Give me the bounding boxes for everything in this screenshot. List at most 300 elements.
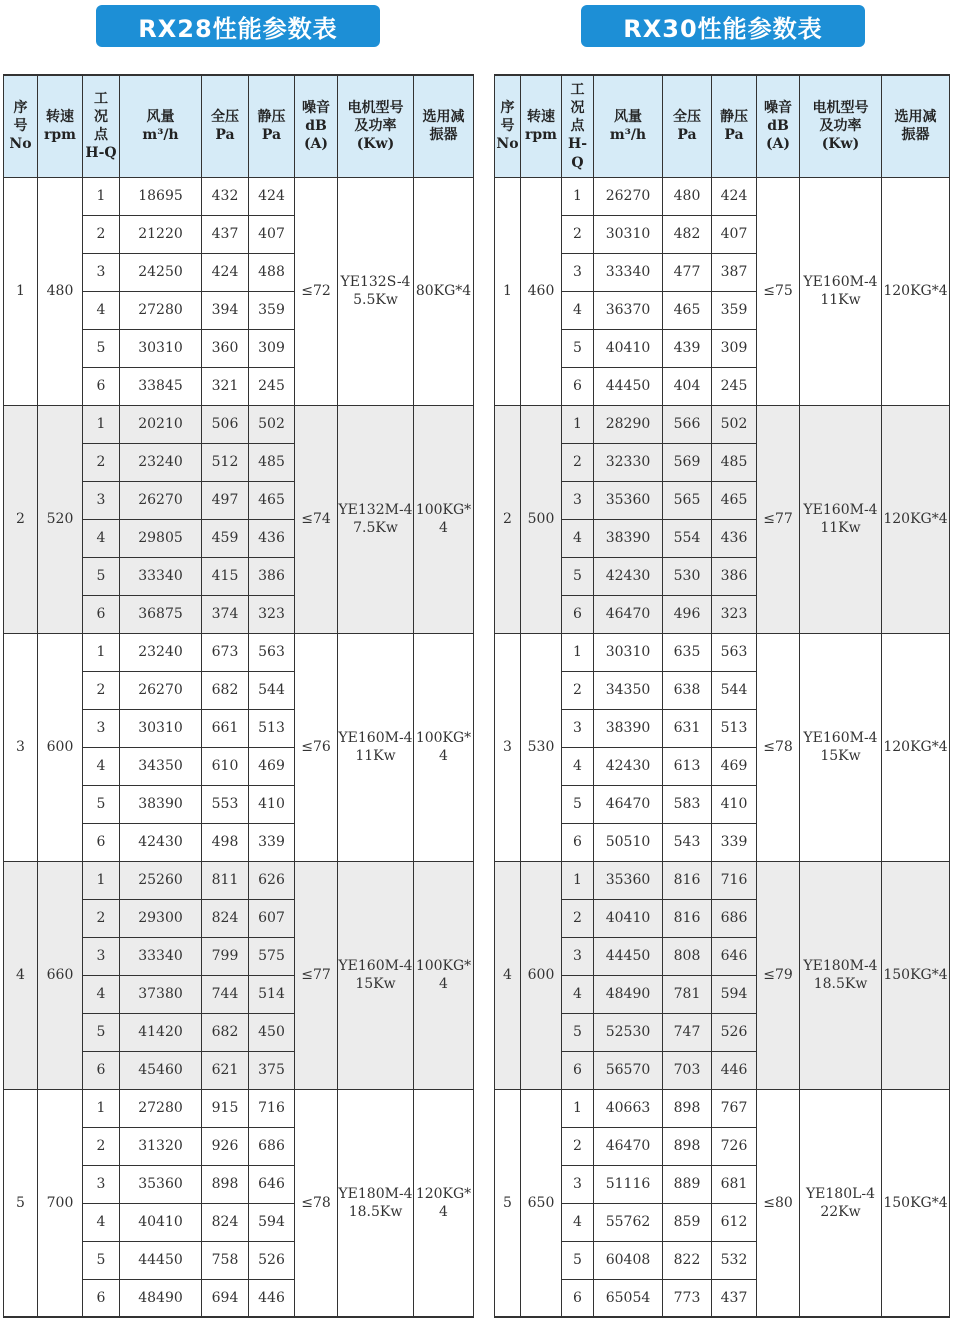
header-static (249, 75, 295, 177)
header-hq-line: 点 (570, 118, 585, 135)
motor-cell (338, 633, 414, 861)
flow-cell: 44450 (120, 1241, 202, 1279)
noise-cell: ≤77 (295, 861, 338, 1089)
flow-cell: 38390 (120, 785, 202, 823)
hq-point-cell: 3 (562, 709, 594, 747)
rpm-cell: 650 (521, 1089, 562, 1317)
flow-cell: 25260 (120, 861, 202, 899)
motor-line: YE180M-4 (803, 957, 878, 974)
hq-point-cell: 1 (562, 177, 594, 215)
static-pressure-cell: 502 (712, 405, 757, 443)
static-pressure-cell: 245 (712, 367, 757, 405)
noise-cell: ≤72 (295, 177, 338, 405)
header-rpm (521, 75, 562, 177)
header-motor-line: 及功率 (819, 118, 862, 135)
total-pressure-cell: 404 (663, 367, 712, 405)
flow-cell: 40410 (120, 1203, 202, 1241)
static-pressure-cell: 469 (249, 747, 295, 785)
motor-cell (338, 177, 414, 405)
hq-point-cell: 6 (562, 1279, 594, 1317)
damper-cell: 100KG*4 (414, 633, 474, 861)
header-flow-line: m³/h (142, 127, 179, 144)
flow-cell: 30310 (120, 709, 202, 747)
hq-point-cell: 1 (83, 177, 120, 215)
total-pressure-cell: 437 (202, 215, 249, 253)
flow-cell: 45460 (120, 1051, 202, 1089)
static-pressure-cell: 575 (249, 937, 295, 975)
hq-point-cell: 1 (562, 1089, 594, 1127)
hq-point-cell: 4 (562, 1203, 594, 1241)
header-no-line: 序 (500, 99, 515, 116)
total-pressure-cell: 682 (202, 671, 249, 709)
hq-point-cell: 1 (83, 405, 120, 443)
table-row (495, 861, 950, 899)
motor-line: 11Kw (820, 292, 861, 308)
total-pressure-cell: 459 (202, 519, 249, 557)
hq-point-cell: 2 (562, 899, 594, 937)
header-no-line: 序 (13, 99, 28, 116)
static-pressure-cell: 386 (249, 557, 295, 595)
flow-cell: 37380 (120, 975, 202, 1013)
hq-point-cell: 3 (83, 709, 120, 747)
total-pressure-cell: 477 (663, 253, 712, 291)
motor-line: YE180M-4 (338, 1185, 413, 1202)
rpm-cell: 520 (38, 405, 83, 633)
total-pressure-cell: 773 (663, 1279, 712, 1317)
header-hq-line: 工 (94, 90, 108, 107)
total-pressure-cell: 480 (663, 177, 712, 215)
flow-cell: 33845 (120, 367, 202, 405)
hq-point-cell: 5 (562, 329, 594, 367)
total-pressure-cell: 824 (202, 899, 249, 937)
static-pressure-cell: 686 (712, 899, 757, 937)
total-pressure-cell: 822 (663, 1241, 712, 1279)
row-number-cell: 1 (4, 177, 38, 405)
motor-line: YE180L-4 (805, 1185, 876, 1202)
total-pressure-cell: 889 (663, 1165, 712, 1203)
hq-point-cell: 2 (83, 671, 120, 709)
static-pressure-cell: 424 (249, 177, 295, 215)
rx28-table-title: RX28性能参数表 (96, 5, 380, 47)
total-pressure-cell: 811 (202, 861, 249, 899)
motor-line: 18.5Kw (348, 1203, 403, 1220)
flow-cell: 40410 (594, 329, 663, 367)
total-pressure-cell: 808 (663, 937, 712, 975)
motor-line: 18.5Kw (813, 976, 868, 992)
static-pressure-cell: 646 (249, 1165, 295, 1203)
static-pressure-cell: 526 (249, 1241, 295, 1279)
header-motor-line: (Kw) (821, 136, 860, 153)
static-pressure-cell: 339 (712, 823, 757, 861)
hq-point-cell: 6 (83, 1051, 120, 1089)
flow-cell: 52530 (594, 1013, 663, 1051)
motor-line: YE160M-4 (803, 729, 878, 746)
total-pressure-cell: 566 (663, 405, 712, 443)
motor-cell (800, 177, 882, 405)
flow-cell: 40663 (594, 1089, 663, 1127)
header-hq (83, 75, 120, 177)
header-static-line: Pa (724, 127, 744, 144)
flow-cell: 20210 (120, 405, 202, 443)
flow-cell: 26270 (120, 671, 202, 709)
table-row (495, 405, 950, 443)
hq-point-cell: 2 (83, 899, 120, 937)
total-pressure-cell: 703 (663, 1051, 712, 1089)
total-pressure-cell: 554 (663, 519, 712, 557)
total-pressure-cell: 682 (202, 1013, 249, 1051)
total-pressure-cell: 631 (663, 709, 712, 747)
hq-point-cell: 5 (83, 329, 120, 367)
static-pressure-cell: 626 (249, 861, 295, 899)
static-pressure-cell: 646 (712, 937, 757, 975)
table-row (4, 633, 474, 671)
flow-cell: 26270 (594, 177, 663, 215)
total-pressure-cell: 530 (663, 557, 712, 595)
header-hq-line: H-Q (567, 136, 588, 171)
row-number-cell: 3 (495, 633, 521, 861)
header-noise-line: 噪音 (764, 99, 792, 116)
flow-cell: 41420 (120, 1013, 202, 1051)
hq-point-cell: 3 (83, 1165, 120, 1203)
header-damper-line: 选用减 (894, 109, 937, 126)
flow-cell: 50510 (594, 823, 663, 861)
static-pressure-cell: 544 (249, 671, 295, 709)
flow-cell: 21220 (120, 215, 202, 253)
hq-point-cell: 5 (562, 1241, 594, 1279)
motor-line: 15Kw (355, 976, 396, 992)
header-noise-line: dB (305, 118, 327, 135)
hq-point-cell: 1 (83, 633, 120, 671)
static-pressure-cell: 245 (249, 367, 295, 405)
hq-point-cell: 2 (562, 215, 594, 253)
row-number-cell: 5 (495, 1089, 521, 1317)
header-flow-line: m³/h (609, 127, 647, 144)
static-pressure-cell: 424 (712, 177, 757, 215)
total-pressure-cell: 781 (663, 975, 712, 1013)
hq-point-cell: 3 (562, 937, 594, 975)
total-pressure-cell: 512 (202, 443, 249, 481)
flow-cell: 24250 (120, 253, 202, 291)
table-row (4, 861, 474, 899)
damper-cell: 150KG*4 (882, 1089, 950, 1317)
static-pressure-cell: 386 (712, 557, 757, 595)
total-pressure-cell: 694 (202, 1279, 249, 1317)
header-hq-line: 况 (570, 99, 585, 116)
row-number-cell: 4 (495, 861, 521, 1089)
header-total (663, 75, 712, 177)
total-pressure-cell: 673 (202, 633, 249, 671)
static-pressure-cell: 485 (249, 443, 295, 481)
total-pressure-cell: 898 (663, 1127, 712, 1165)
header-rpm-line: 转速 (527, 109, 555, 126)
damper-cell: 150KG*4 (882, 861, 950, 1089)
hq-point-cell: 5 (562, 557, 594, 595)
hq-point-cell: 2 (562, 443, 594, 481)
motor-cell (338, 405, 414, 633)
header-motor (800, 75, 882, 177)
header-no-line: No (9, 136, 32, 153)
total-pressure-cell: 424 (202, 253, 249, 291)
hq-point-cell: 3 (562, 481, 594, 519)
rpm-cell: 480 (38, 177, 83, 405)
static-pressure-cell: 502 (249, 405, 295, 443)
total-pressure-cell: 432 (202, 177, 249, 215)
row-number-cell: 5 (4, 1089, 38, 1317)
table-row (4, 1089, 474, 1127)
flow-cell: 44450 (594, 367, 663, 405)
header-total-line: Pa (215, 127, 235, 144)
damper-cell: 120KG*4 (414, 1089, 474, 1317)
total-pressure-cell: 747 (663, 1013, 712, 1051)
total-pressure-cell: 439 (663, 329, 712, 367)
total-pressure-cell: 553 (202, 785, 249, 823)
flow-cell: 35360 (594, 861, 663, 899)
flow-cell: 28290 (594, 405, 663, 443)
static-pressure-cell: 513 (712, 709, 757, 747)
rpm-cell: 460 (521, 177, 562, 405)
row-number-cell: 2 (4, 405, 38, 633)
static-pressure-cell: 446 (249, 1279, 295, 1317)
static-pressure-cell: 436 (249, 519, 295, 557)
header-no-line: 号 (500, 118, 515, 135)
total-pressure-cell: 415 (202, 557, 249, 595)
static-pressure-cell: 465 (249, 481, 295, 519)
flow-cell: 51116 (594, 1165, 663, 1203)
hq-point-cell: 6 (83, 823, 120, 861)
total-pressure-cell: 635 (663, 633, 712, 671)
total-pressure-cell: 374 (202, 595, 249, 633)
static-pressure-cell: 544 (712, 671, 757, 709)
table-row (495, 1089, 950, 1127)
static-pressure-cell: 716 (249, 1089, 295, 1127)
rpm-cell: 600 (521, 861, 562, 1089)
hq-point-cell: 3 (83, 253, 120, 291)
total-pressure-cell: 569 (663, 443, 712, 481)
motor-line: 11Kw (355, 748, 396, 764)
header-hq-line: 点 (94, 127, 108, 144)
noise-cell: ≤79 (757, 861, 800, 1089)
static-pressure-cell: 594 (249, 1203, 295, 1241)
header-damper-line: 振器 (429, 127, 458, 144)
total-pressure-cell: 610 (202, 747, 249, 785)
header-motor-line: 及功率 (354, 118, 397, 135)
header-hq (562, 75, 594, 177)
header-static-line: 静压 (720, 109, 748, 126)
hq-point-cell: 4 (562, 975, 594, 1013)
static-pressure-cell: 359 (249, 291, 295, 329)
header-static (712, 75, 757, 177)
hq-point-cell: 6 (83, 595, 120, 633)
table-row (4, 405, 474, 443)
hq-point-cell: 1 (562, 861, 594, 899)
static-pressure-cell: 469 (712, 747, 757, 785)
header-no (495, 75, 521, 177)
header-noise-line: (A) (303, 136, 329, 153)
flow-cell: 23240 (120, 633, 202, 671)
total-pressure-cell: 543 (663, 823, 712, 861)
header-static-line: Pa (261, 127, 282, 144)
noise-cell: ≤78 (295, 1089, 338, 1317)
header-no (4, 75, 38, 177)
flow-cell: 42430 (594, 557, 663, 595)
flow-cell: 29805 (120, 519, 202, 557)
static-pressure-cell: 681 (712, 1165, 757, 1203)
header-rpm-line: 转速 (46, 109, 74, 126)
damper-cell: 80KG*4 (414, 177, 474, 405)
flow-cell: 35360 (594, 481, 663, 519)
hq-point-cell: 6 (562, 595, 594, 633)
static-pressure-cell: 309 (712, 329, 757, 367)
flow-cell: 38390 (594, 709, 663, 747)
flow-cell: 33340 (120, 937, 202, 975)
static-pressure-cell: 407 (712, 215, 757, 253)
damper-cell: 100KG*4 (414, 405, 474, 633)
row-number-cell: 3 (4, 633, 38, 861)
header-total-line: 全压 (211, 109, 239, 126)
flow-cell: 31320 (120, 1127, 202, 1165)
damper-cell: 120KG*4 (882, 633, 950, 861)
header-damper-line: 振器 (901, 127, 930, 144)
static-pressure-cell: 359 (712, 291, 757, 329)
static-pressure-cell: 607 (249, 899, 295, 937)
flow-cell: 30310 (120, 329, 202, 367)
static-pressure-cell: 563 (249, 633, 295, 671)
hq-point-cell: 1 (83, 861, 120, 899)
total-pressure-cell: 638 (663, 671, 712, 709)
total-pressure-cell: 321 (202, 367, 249, 405)
static-pressure-cell: 726 (712, 1127, 757, 1165)
row-number-cell: 2 (495, 405, 521, 633)
flow-cell: 33340 (594, 253, 663, 291)
flow-cell: 46470 (594, 595, 663, 633)
hq-point-cell: 6 (83, 367, 120, 405)
header-flow-line: 风量 (146, 109, 175, 126)
total-pressure-cell: 360 (202, 329, 249, 367)
hq-point-cell: 2 (83, 215, 120, 253)
header-rpm-line: rpm (44, 127, 76, 144)
motor-line: YE132M-4 (338, 501, 413, 518)
motor-line: YE160M-4 (803, 273, 878, 290)
motor-line: 7.5Kw (353, 520, 398, 536)
hq-point-cell: 6 (562, 1051, 594, 1089)
flow-cell: 36370 (594, 291, 663, 329)
total-pressure-cell: 465 (663, 291, 712, 329)
static-pressure-cell: 323 (249, 595, 295, 633)
rpm-cell: 660 (38, 861, 83, 1089)
table-row (495, 177, 950, 215)
flow-cell: 36875 (120, 595, 202, 633)
rx28-performance-table-wrapper (3, 74, 474, 1318)
total-pressure-cell: 613 (663, 747, 712, 785)
header-damper (882, 75, 950, 177)
static-pressure-cell: 387 (712, 253, 757, 291)
damper-cell: 120KG*4 (882, 405, 950, 633)
header-total-line: 全压 (673, 109, 701, 126)
static-pressure-cell: 488 (249, 253, 295, 291)
static-pressure-cell: 437 (712, 1279, 757, 1317)
motor-cell (338, 1089, 414, 1317)
hq-point-cell: 3 (83, 481, 120, 519)
row-number-cell: 1 (495, 177, 521, 405)
total-pressure-cell: 926 (202, 1127, 249, 1165)
header-motor-line: 电机型号 (812, 99, 869, 116)
flow-cell: 46470 (594, 785, 663, 823)
row-number-cell: 4 (4, 861, 38, 1089)
flow-cell: 18695 (120, 177, 202, 215)
total-pressure-cell: 824 (202, 1203, 249, 1241)
header-motor-line: 电机型号 (347, 99, 404, 116)
total-pressure-cell: 898 (202, 1165, 249, 1203)
noise-cell: ≤74 (295, 405, 338, 633)
header-static-line: 静压 (257, 109, 286, 126)
hq-point-cell: 5 (83, 557, 120, 595)
hq-point-cell: 3 (562, 1165, 594, 1203)
motor-line: 22Kw (820, 1203, 861, 1220)
flow-cell: 60408 (594, 1241, 663, 1279)
static-pressure-cell: 686 (249, 1127, 295, 1165)
flow-cell: 34350 (120, 747, 202, 785)
static-pressure-cell: 410 (712, 785, 757, 823)
static-pressure-cell: 446 (712, 1051, 757, 1089)
header-flow (594, 75, 663, 177)
rpm-cell: 530 (521, 633, 562, 861)
noise-cell: ≤80 (757, 1089, 800, 1317)
hq-point-cell: 4 (562, 519, 594, 557)
total-pressure-cell: 758 (202, 1241, 249, 1279)
noise-cell: ≤76 (295, 633, 338, 861)
flow-cell: 56570 (594, 1051, 663, 1089)
flow-cell: 42430 (120, 823, 202, 861)
total-pressure-cell: 496 (663, 595, 712, 633)
static-pressure-cell: 309 (249, 329, 295, 367)
hq-point-cell: 5 (83, 785, 120, 823)
motor-cell (800, 633, 882, 861)
hq-point-cell: 2 (83, 1127, 120, 1165)
header-hq-line: 工 (570, 81, 585, 98)
hq-point-cell: 6 (562, 367, 594, 405)
motor-cell (800, 405, 882, 633)
flow-cell: 29300 (120, 899, 202, 937)
hq-point-cell: 4 (562, 291, 594, 329)
header-rpm-line: rpm (525, 127, 557, 144)
hq-point-cell: 4 (83, 747, 120, 785)
total-pressure-cell: 859 (663, 1203, 712, 1241)
flow-cell: 48490 (120, 1279, 202, 1317)
hq-point-cell: 5 (83, 1241, 120, 1279)
hq-point-cell: 3 (562, 253, 594, 291)
static-pressure-cell: 375 (249, 1051, 295, 1089)
static-pressure-cell: 716 (712, 861, 757, 899)
motor-line: 11Kw (820, 520, 861, 536)
flow-cell: 42430 (594, 747, 663, 785)
hq-point-cell: 6 (83, 1279, 120, 1317)
flow-cell: 23240 (120, 443, 202, 481)
hq-point-cell: 5 (562, 1013, 594, 1051)
flow-cell: 33340 (120, 557, 202, 595)
header-no-line: 号 (13, 118, 28, 135)
header-noise (757, 75, 800, 177)
rx30-performance-table-wrapper (494, 74, 950, 1318)
motor-line: 5.5Kw (353, 292, 398, 308)
header-flow (120, 75, 202, 177)
hq-point-cell: 4 (83, 291, 120, 329)
total-pressure-cell: 661 (202, 709, 249, 747)
header-total-line: Pa (677, 127, 697, 144)
flow-cell: 40410 (594, 899, 663, 937)
flow-cell: 48490 (594, 975, 663, 1013)
motor-line: 15Kw (820, 748, 861, 764)
motor-line: YE160M-4 (338, 729, 413, 746)
